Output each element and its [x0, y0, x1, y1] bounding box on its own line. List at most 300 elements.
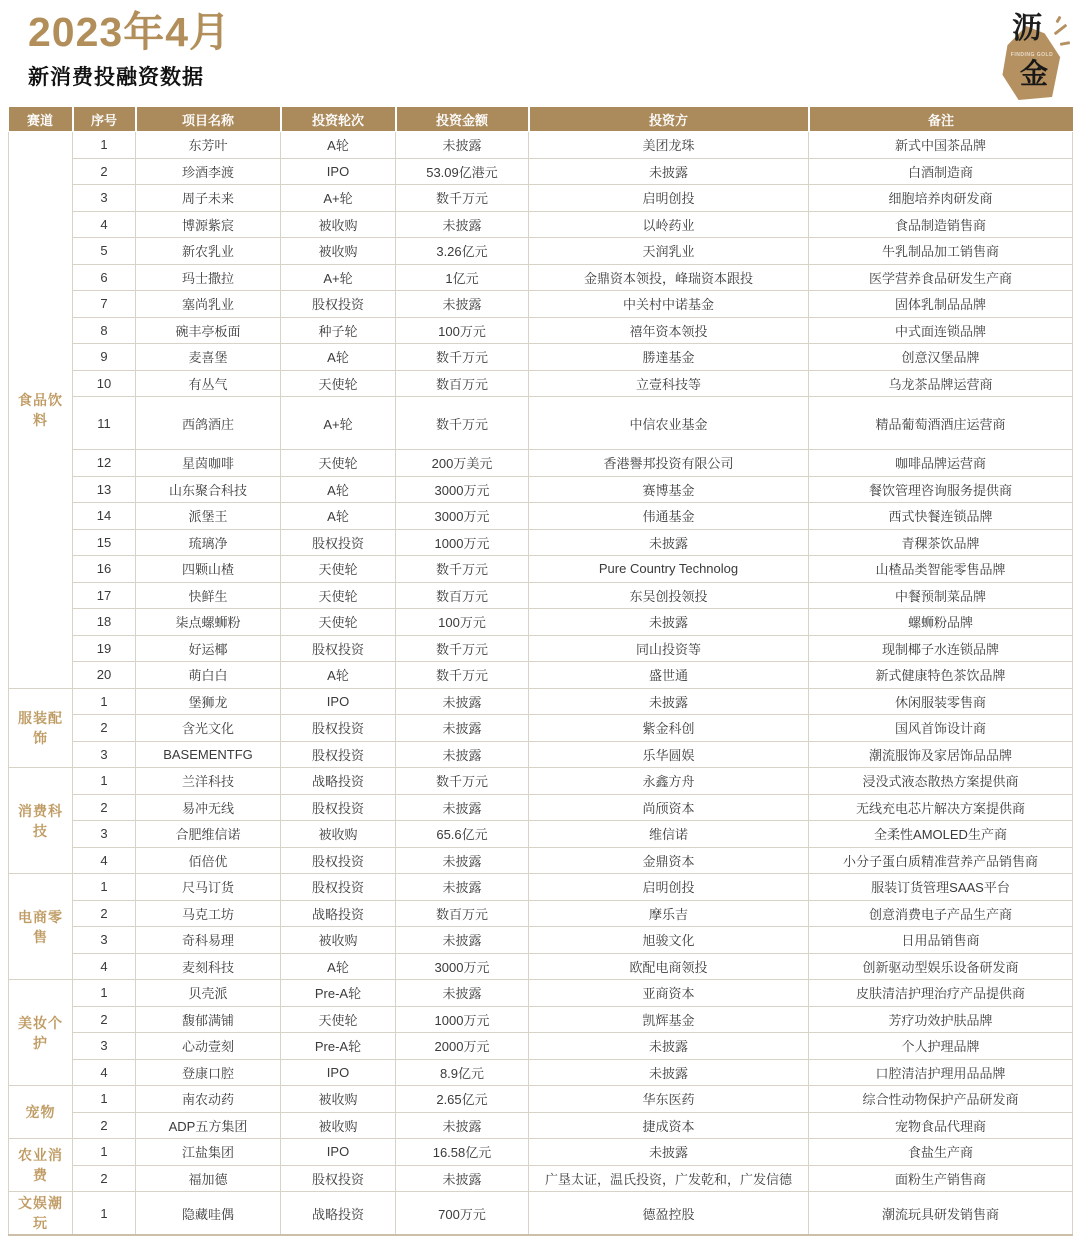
cell-investor: 未披露 — [529, 158, 809, 185]
cell-note: 创意汉堡品牌 — [809, 344, 1073, 371]
cell-note: 乌龙茶品牌运营商 — [809, 370, 1073, 397]
cell-amount: 数千万元 — [396, 344, 529, 371]
cell-amount: 未披露 — [396, 874, 529, 901]
cell-amount: 未披露 — [396, 1112, 529, 1139]
column-header-name: 项目名称 — [136, 107, 281, 132]
cell-round: Pre-A轮 — [281, 1033, 396, 1060]
cell-note: 螺蛳粉品牌 — [809, 609, 1073, 636]
table-row — [9, 874, 1073, 901]
cell-note: 国风首饰设计商 — [809, 715, 1073, 742]
cell-investor: 紫金科创 — [529, 715, 809, 742]
cell-note: 宠物食品代理商 — [809, 1112, 1073, 1139]
cell-name: 柒点螺蛳粉 — [136, 609, 281, 636]
cell-name: 玛士撒拉 — [136, 264, 281, 291]
cell-note: 潮流服饰及家居饰品品牌 — [809, 741, 1073, 768]
cell-no: 4 — [73, 953, 136, 980]
table-row — [9, 1086, 1073, 1113]
cell-round: IPO — [281, 1059, 396, 1086]
cell-name: 马克工坊 — [136, 900, 281, 927]
cell-note: 全柔性AMOLED生产商 — [809, 821, 1073, 848]
cell-no: 2 — [73, 1006, 136, 1033]
table-row — [9, 132, 1073, 159]
cell-no: 2 — [73, 900, 136, 927]
cell-note: 食盐生产商 — [809, 1139, 1073, 1166]
cell-name: 麦喜堡 — [136, 344, 281, 371]
cell-investor: 乐华圆娱 — [529, 741, 809, 768]
cell-investor: 中关村中诺基金 — [529, 291, 809, 318]
cell-amount: 700万元 — [396, 1192, 529, 1236]
cell-note: 医学营养食品研发生产商 — [809, 264, 1073, 291]
cell-no: 1 — [73, 688, 136, 715]
cell-investor: Pure Country Technolog — [529, 556, 809, 583]
sparkle-icon — [1060, 41, 1070, 46]
cell-note: 皮肤清洁护理治疗产品提供商 — [809, 980, 1073, 1007]
table-row — [9, 503, 1073, 530]
cell-note: 食品制造销售商 — [809, 211, 1073, 238]
cell-amount: 200万美元 — [396, 450, 529, 477]
cell-round: 股权投资 — [281, 715, 396, 742]
cell-investor: 凯辉基金 — [529, 1006, 809, 1033]
cell-round: 股权投资 — [281, 794, 396, 821]
cell-no: 14 — [73, 503, 136, 530]
cell-name: 福加德 — [136, 1165, 281, 1192]
table-row — [9, 794, 1073, 821]
cell-amount: 数百万元 — [396, 370, 529, 397]
cell-round: 被收购 — [281, 211, 396, 238]
cell-round: 股权投资 — [281, 874, 396, 901]
cell-no: 20 — [73, 662, 136, 689]
cell-round: A+轮 — [281, 264, 396, 291]
cell-amount: 数百万元 — [396, 900, 529, 927]
cell-name: 有丛气 — [136, 370, 281, 397]
cell-name: ADP五方集团 — [136, 1112, 281, 1139]
sparkle-icon — [1054, 24, 1068, 36]
cell-no: 1 — [73, 132, 136, 159]
cell-round: IPO — [281, 1139, 396, 1166]
cell-round: 被收购 — [281, 821, 396, 848]
cell-investor: 尚颀资本 — [529, 794, 809, 821]
cell-no: 4 — [73, 211, 136, 238]
table-row — [9, 476, 1073, 503]
cell-round: A轮 — [281, 953, 396, 980]
table-row — [9, 238, 1073, 265]
cell-note: 服装订货管理SAAS平台 — [809, 874, 1073, 901]
table-row — [9, 715, 1073, 742]
track-cell: 文娱潮玩 — [9, 1192, 73, 1236]
cell-no: 18 — [73, 609, 136, 636]
cell-no: 3 — [73, 185, 136, 212]
table-row — [9, 1192, 1073, 1236]
cell-amount: 未披露 — [396, 715, 529, 742]
table-row — [9, 344, 1073, 371]
table-row — [9, 927, 1073, 954]
brand-logo — [994, 12, 1070, 102]
cell-note: 面粉生产销售商 — [809, 1165, 1073, 1192]
cell-round: 股权投资 — [281, 291, 396, 318]
cell-amount: 1000万元 — [396, 529, 529, 556]
table-header — [9, 107, 1073, 132]
cell-amount: 未披露 — [396, 1165, 529, 1192]
cell-round: 种子轮 — [281, 317, 396, 344]
table-row — [9, 688, 1073, 715]
cell-amount: 未披露 — [396, 980, 529, 1007]
cell-amount: 3000万元 — [396, 503, 529, 530]
cell-round: 天使轮 — [281, 370, 396, 397]
cell-no: 2 — [73, 1112, 136, 1139]
column-header-round: 投资轮次 — [281, 107, 396, 132]
cell-note: 青稞茶饮品牌 — [809, 529, 1073, 556]
cell-note: 创意消费电子产品生产商 — [809, 900, 1073, 927]
logo-tagline: FINDING GOLD — [1010, 52, 1054, 58]
cell-note: 咖啡品牌运营商 — [809, 450, 1073, 477]
cell-name: 派堡王 — [136, 503, 281, 530]
cell-no: 9 — [73, 344, 136, 371]
cell-investor: 勝達基金 — [529, 344, 809, 371]
cell-name: 博源紫宸 — [136, 211, 281, 238]
cell-note: 中餐预制菜品牌 — [809, 582, 1073, 609]
page-header — [28, 10, 231, 91]
cell-round: 天使轮 — [281, 1006, 396, 1033]
cell-no: 1 — [73, 768, 136, 795]
cell-investor: 以岭药业 — [529, 211, 809, 238]
cell-round: 股权投资 — [281, 529, 396, 556]
cell-investor: 启明创投 — [529, 185, 809, 212]
cell-no: 4 — [73, 1059, 136, 1086]
cell-amount: 未披露 — [396, 927, 529, 954]
cell-amount: 100万元 — [396, 317, 529, 344]
column-header-note: 备注 — [809, 107, 1073, 132]
cell-no: 1 — [73, 1086, 136, 1113]
table-row — [9, 1139, 1073, 1166]
cell-amount: 1亿元 — [396, 264, 529, 291]
cell-investor: 摩乐吉 — [529, 900, 809, 927]
cell-name: 山东聚合科技 — [136, 476, 281, 503]
cell-round: 股权投资 — [281, 741, 396, 768]
column-header-amount: 投资金额 — [396, 107, 529, 132]
table-row — [9, 635, 1073, 662]
cell-round: 被收购 — [281, 238, 396, 265]
table-row — [9, 185, 1073, 212]
table-row — [9, 397, 1073, 450]
cell-investor: 盛世通 — [529, 662, 809, 689]
cell-investor: 旭骏文化 — [529, 927, 809, 954]
cell-amount: 数千万元 — [396, 556, 529, 583]
cell-name: 馥郁满铺 — [136, 1006, 281, 1033]
cell-note: 西式快餐连锁品牌 — [809, 503, 1073, 530]
cell-round: 战略投资 — [281, 768, 396, 795]
cell-round: A轮 — [281, 476, 396, 503]
cell-investor: 中信农业基金 — [529, 397, 809, 450]
cell-amount: 数千万元 — [396, 662, 529, 689]
cell-no: 1 — [73, 1192, 136, 1236]
table-row — [9, 900, 1073, 927]
cell-no: 1 — [73, 1139, 136, 1166]
table-row — [9, 1059, 1073, 1086]
cell-name: 隐藏哇偶 — [136, 1192, 281, 1236]
page-title: 2023年4月 — [28, 9, 232, 55]
cell-name: 江盐集团 — [136, 1139, 281, 1166]
cell-name: 西鸽酒庄 — [136, 397, 281, 450]
cell-name: 佰倍优 — [136, 847, 281, 874]
table-row — [9, 768, 1073, 795]
table-row — [9, 1033, 1073, 1060]
cell-amount: 3.26亿元 — [396, 238, 529, 265]
cell-amount: 数千万元 — [396, 397, 529, 450]
cell-round: A+轮 — [281, 185, 396, 212]
cell-round: 天使轮 — [281, 450, 396, 477]
funding-table-wrap — [8, 107, 1072, 1236]
table-row — [9, 1112, 1073, 1139]
cell-no: 12 — [73, 450, 136, 477]
cell-amount: 16.58亿元 — [396, 1139, 529, 1166]
cell-note: 白酒制造商 — [809, 158, 1073, 185]
table-row — [9, 821, 1073, 848]
cell-no: 4 — [73, 847, 136, 874]
cell-no: 3 — [73, 821, 136, 848]
table-row — [9, 370, 1073, 397]
cell-investor: 金鼎资本 — [529, 847, 809, 874]
cell-round: IPO — [281, 688, 396, 715]
cell-investor: 未披露 — [529, 688, 809, 715]
cell-investor: 永鑫方舟 — [529, 768, 809, 795]
cell-name: 登康口腔 — [136, 1059, 281, 1086]
cell-no: 7 — [73, 291, 136, 318]
cell-investor: 禧年资本领投 — [529, 317, 809, 344]
cell-name: 兰洋科技 — [136, 768, 281, 795]
cell-no: 19 — [73, 635, 136, 662]
cell-round: Pre-A轮 — [281, 980, 396, 1007]
cell-name: 碗丰亭板面 — [136, 317, 281, 344]
track-cell: 电商零售 — [9, 874, 73, 980]
cell-investor: 未披露 — [529, 1059, 809, 1086]
cell-investor: 美团龙珠 — [529, 132, 809, 159]
cell-amount: 未披露 — [396, 847, 529, 874]
table-row — [9, 1165, 1073, 1192]
cell-no: 16 — [73, 556, 136, 583]
cell-amount: 数百万元 — [396, 582, 529, 609]
cell-investor: 欧配电商领投 — [529, 953, 809, 980]
cell-name: 尺马订货 — [136, 874, 281, 901]
column-header-investor: 投资方 — [529, 107, 809, 132]
cell-name: 星茵咖啡 — [136, 450, 281, 477]
table-body — [9, 132, 1073, 1236]
cell-note: 山楂品类智能零售品牌 — [809, 556, 1073, 583]
cell-no: 1 — [73, 874, 136, 901]
track-cell: 美妆个护 — [9, 980, 73, 1086]
cell-name: 周子未来 — [136, 185, 281, 212]
table-row — [9, 211, 1073, 238]
cell-no: 6 — [73, 264, 136, 291]
cell-round: 股权投资 — [281, 635, 396, 662]
table-row — [9, 529, 1073, 556]
logo-char-bottom: 金 — [1020, 58, 1049, 89]
cell-amount: 未披露 — [396, 132, 529, 159]
cell-investor: 启明创投 — [529, 874, 809, 901]
cell-round: 股权投资 — [281, 1165, 396, 1192]
cell-investor: 赛博基金 — [529, 476, 809, 503]
column-header-track: 赛道 — [9, 107, 73, 132]
cell-name: 新农乳业 — [136, 238, 281, 265]
cell-investor: 未披露 — [529, 1139, 809, 1166]
cell-note: 综合性动物保护产品研发商 — [809, 1086, 1073, 1113]
cell-amount: 65.6亿元 — [396, 821, 529, 848]
cell-note: 精品葡萄酒酒庄运营商 — [809, 397, 1073, 450]
cell-note: 无线充电芯片解决方案提供商 — [809, 794, 1073, 821]
cell-name: 贝壳派 — [136, 980, 281, 1007]
cell-investor: 同山投资等 — [529, 635, 809, 662]
cell-investor: 东吴创投领投 — [529, 582, 809, 609]
cell-note: 餐饮管理咨询服务提供商 — [809, 476, 1073, 503]
cell-no: 3 — [73, 927, 136, 954]
sparkle-icon — [1055, 16, 1061, 24]
cell-note: 固体乳制品品牌 — [809, 291, 1073, 318]
cell-round: 被收购 — [281, 927, 396, 954]
table-row — [9, 158, 1073, 185]
cell-name: 珍酒李渡 — [136, 158, 281, 185]
cell-note: 中式面连锁品牌 — [809, 317, 1073, 344]
track-cell: 农业消费 — [9, 1139, 73, 1192]
cell-name: 易冲无线 — [136, 794, 281, 821]
cell-no: 13 — [73, 476, 136, 503]
cell-no: 15 — [73, 529, 136, 556]
cell-amount: 数千万元 — [396, 185, 529, 212]
cell-name: 四颗山楂 — [136, 556, 281, 583]
cell-name: 合肥维信诺 — [136, 821, 281, 848]
cell-name: BASEMENTFG — [136, 741, 281, 768]
cell-amount: 未披露 — [396, 211, 529, 238]
cell-no: 10 — [73, 370, 136, 397]
cell-note: 新式健康特色茶饮品牌 — [809, 662, 1073, 689]
cell-amount: 数千万元 — [396, 768, 529, 795]
cell-note: 浸没式液态散热方案提供商 — [809, 768, 1073, 795]
cell-amount: 100万元 — [396, 609, 529, 636]
cell-round: A+轮 — [281, 397, 396, 450]
cell-round: IPO — [281, 158, 396, 185]
cell-amount: 未披露 — [396, 688, 529, 715]
funding-table — [8, 107, 1073, 1236]
cell-name: 东芳叶 — [136, 132, 281, 159]
cell-round: 被收购 — [281, 1112, 396, 1139]
cell-investor: 捷成资本 — [529, 1112, 809, 1139]
cell-amount: 未披露 — [396, 291, 529, 318]
cell-investor: 未披露 — [529, 529, 809, 556]
cell-amount: 未披露 — [396, 741, 529, 768]
cell-investor: 未披露 — [529, 1033, 809, 1060]
cell-round: 股权投资 — [281, 847, 396, 874]
cell-no: 3 — [73, 1033, 136, 1060]
column-header-no: 序号 — [73, 107, 136, 132]
cell-investor: 德盈控股 — [529, 1192, 809, 1236]
cell-name: 含光文化 — [136, 715, 281, 742]
cell-round: 战略投资 — [281, 1192, 396, 1236]
cell-no: 2 — [73, 1165, 136, 1192]
table-row — [9, 1006, 1073, 1033]
cell-name: 心动壹刻 — [136, 1033, 281, 1060]
table-row — [9, 662, 1073, 689]
cell-note: 潮流玩具研发销售商 — [809, 1192, 1073, 1236]
cell-amount: 1000万元 — [396, 1006, 529, 1033]
cell-no: 1 — [73, 980, 136, 1007]
cell-note: 创新驱动型娱乐设备研发商 — [809, 953, 1073, 980]
cell-no: 2 — [73, 158, 136, 185]
cell-amount: 2.65亿元 — [396, 1086, 529, 1113]
cell-amount: 未披露 — [396, 794, 529, 821]
logo-char-top: 沥 — [1012, 12, 1042, 45]
cell-amount: 3000万元 — [396, 953, 529, 980]
cell-note: 休闲服装零售商 — [809, 688, 1073, 715]
cell-note: 日用品销售商 — [809, 927, 1073, 954]
cell-note: 现制椰子水连锁品牌 — [809, 635, 1073, 662]
cell-amount: 数千万元 — [396, 635, 529, 662]
cell-round: A轮 — [281, 662, 396, 689]
cell-note: 新式中国茶品牌 — [809, 132, 1073, 159]
cell-no: 8 — [73, 317, 136, 344]
table-row — [9, 264, 1073, 291]
cell-name: 好运椰 — [136, 635, 281, 662]
table-row — [9, 317, 1073, 344]
cell-amount: 53.09亿港元 — [396, 158, 529, 185]
cell-investor: 未披露 — [529, 609, 809, 636]
cell-note: 芳疗功效护肤品牌 — [809, 1006, 1073, 1033]
track-cell: 消费科技 — [9, 768, 73, 874]
cell-investor: 立壹科技等 — [529, 370, 809, 397]
table-row — [9, 980, 1073, 1007]
cell-round: 被收购 — [281, 1086, 396, 1113]
cell-name: 快鲜生 — [136, 582, 281, 609]
cell-no: 3 — [73, 741, 136, 768]
cell-no: 2 — [73, 715, 136, 742]
cell-name: 琉璃净 — [136, 529, 281, 556]
cell-round: A轮 — [281, 132, 396, 159]
cell-round: 天使轮 — [281, 556, 396, 583]
cell-investor: 广垦太证，温氏投资，广发乾和，广发信德 — [529, 1165, 809, 1192]
cell-round: A轮 — [281, 503, 396, 530]
cell-note: 小分子蛋白质精准营养产品销售商 — [809, 847, 1073, 874]
header-row — [9, 107, 1073, 132]
cell-amount: 8.9亿元 — [396, 1059, 529, 1086]
table-row — [9, 847, 1073, 874]
cell-amount: 3000万元 — [396, 476, 529, 503]
table-row — [9, 953, 1073, 980]
table-row — [9, 556, 1073, 583]
track-cell: 服装配饰 — [9, 688, 73, 768]
cell-investor: 华东医药 — [529, 1086, 809, 1113]
cell-no: 5 — [73, 238, 136, 265]
cell-name: 塞尚乳业 — [136, 291, 281, 318]
page-subtitle: 新消费投融资数据 — [28, 66, 204, 90]
cell-investor: 金鼎资本领投，峰瑞资本跟投 — [529, 264, 809, 291]
cell-investor: 维信诺 — [529, 821, 809, 848]
cell-investor: 亚商资本 — [529, 980, 809, 1007]
table-row — [9, 291, 1073, 318]
table-row — [9, 582, 1073, 609]
cell-no: 17 — [73, 582, 136, 609]
table-row — [9, 741, 1073, 768]
cell-name: 南农动药 — [136, 1086, 281, 1113]
cell-round: 天使轮 — [281, 582, 396, 609]
cell-no: 11 — [73, 397, 136, 450]
track-cell: 宠物 — [9, 1086, 73, 1139]
cell-note: 细胞培养肉研发商 — [809, 185, 1073, 212]
track-cell: 食品饮料 — [9, 132, 73, 689]
cell-name: 堡狮龙 — [136, 688, 281, 715]
cell-name: 麦刻科技 — [136, 953, 281, 980]
table-row — [9, 609, 1073, 636]
cell-note: 口腔清洁护理用品品牌 — [809, 1059, 1073, 1086]
cell-note: 个人护理品牌 — [809, 1033, 1073, 1060]
cell-amount: 2000万元 — [396, 1033, 529, 1060]
cell-round: A轮 — [281, 344, 396, 371]
